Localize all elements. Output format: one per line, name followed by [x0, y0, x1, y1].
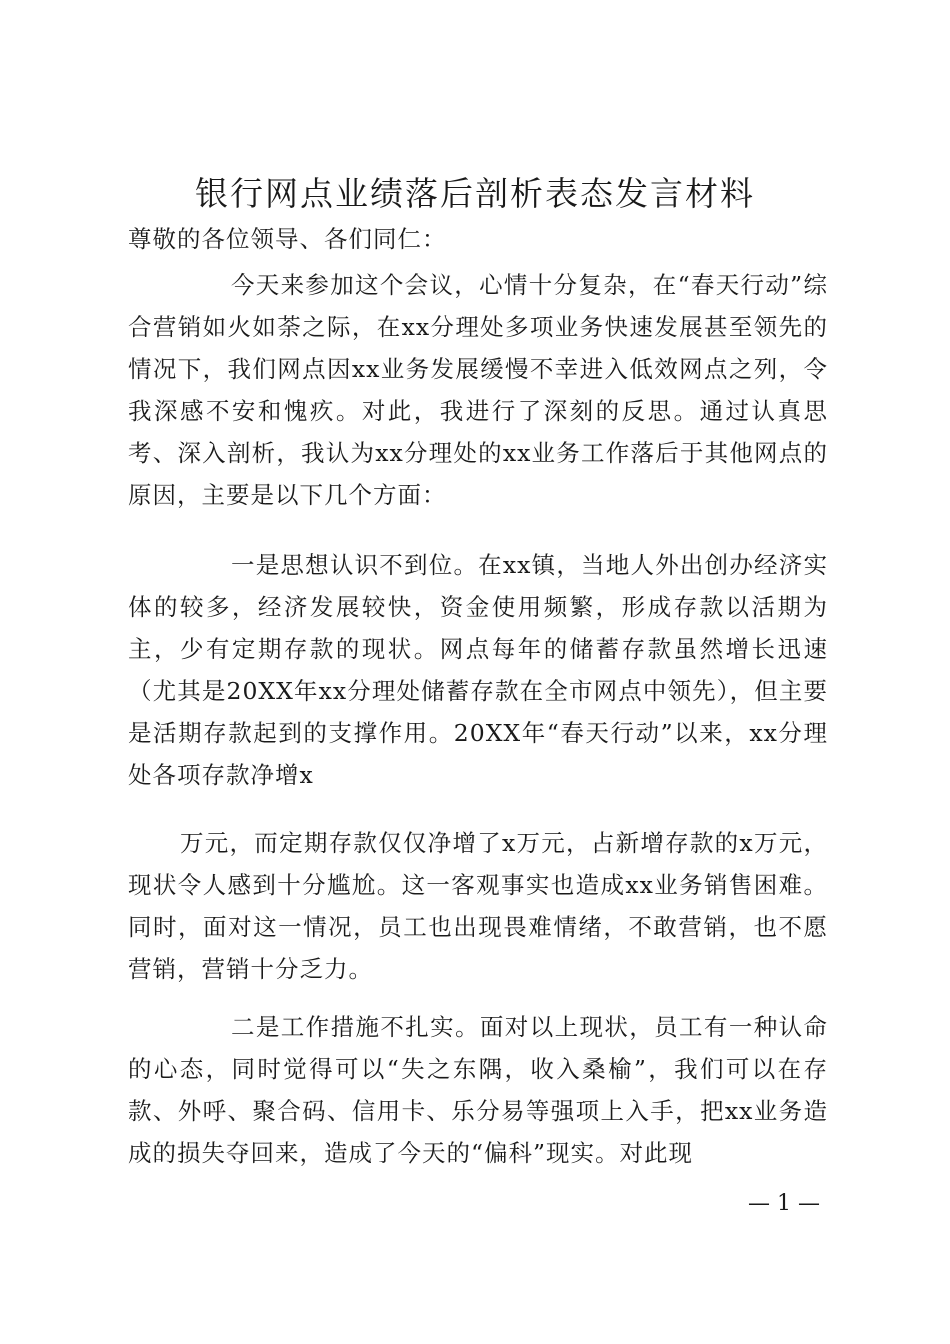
paragraph-point-two: 二是工作措施不扎实。面对以上现状，员工有一种认命的心态，同时觉得可以“失之东隅，收入桑榆”，我们可以在存款、外呼、聚合码、信用卡、乐分易等强项上入手，把xx业务造成的损失夺回来，造成了今天的“偏科”现实。对此现	[128, 1013, 828, 1167]
page-number: — 1 —	[748, 1191, 820, 1216]
salutation: 尊敬的各位领导、各们同仁：	[128, 225, 447, 253]
document-title: 银行网点业绩落后剖析表态发言材料	[195, 174, 755, 213]
paragraph-point-one-continued: 万元，而定期存款仅仅净增了x万元，占新增存款的x万元，现状令人感到十分尴尬。这一客观事实也造成xx业务销售困难。同时，面对这一情况，员工也出现畏难情绪，不敢营销，也不愿营销，营销十分乏力。	[128, 829, 828, 983]
paragraph-intro: 今天来参加这个会议，心情十分复杂，在“春天行动”综合营销如火如荼之际，在xx分理处多项业务快速发展甚至领先的情况下，我们网点因xx业务发展缓慢不幸进入低效网点之列，令我深感不安和愧疚。对此，我进行了深刻的反思。通过认真思考、深入剖析，我认为xx分理处的xx业务工作落后于其他网点的原因，主要是以下几个方面：	[128, 271, 828, 509]
paragraph-point-one: 一是思想认识不到位。在xx镇，当地人外出创办经济实体的较多，经济发展较快，资金使用频繁，形成存款以活期为主，少有定期存款的现状。网点每年的储蓄存款虽然增长迅速（尤其是20XX年xx分理处储蓄存款在全市网点中领先），但主要是活期存款起到的支撑作用。20XX年“春天行动”以来，xx分理处各项存款净增x	[128, 551, 828, 789]
